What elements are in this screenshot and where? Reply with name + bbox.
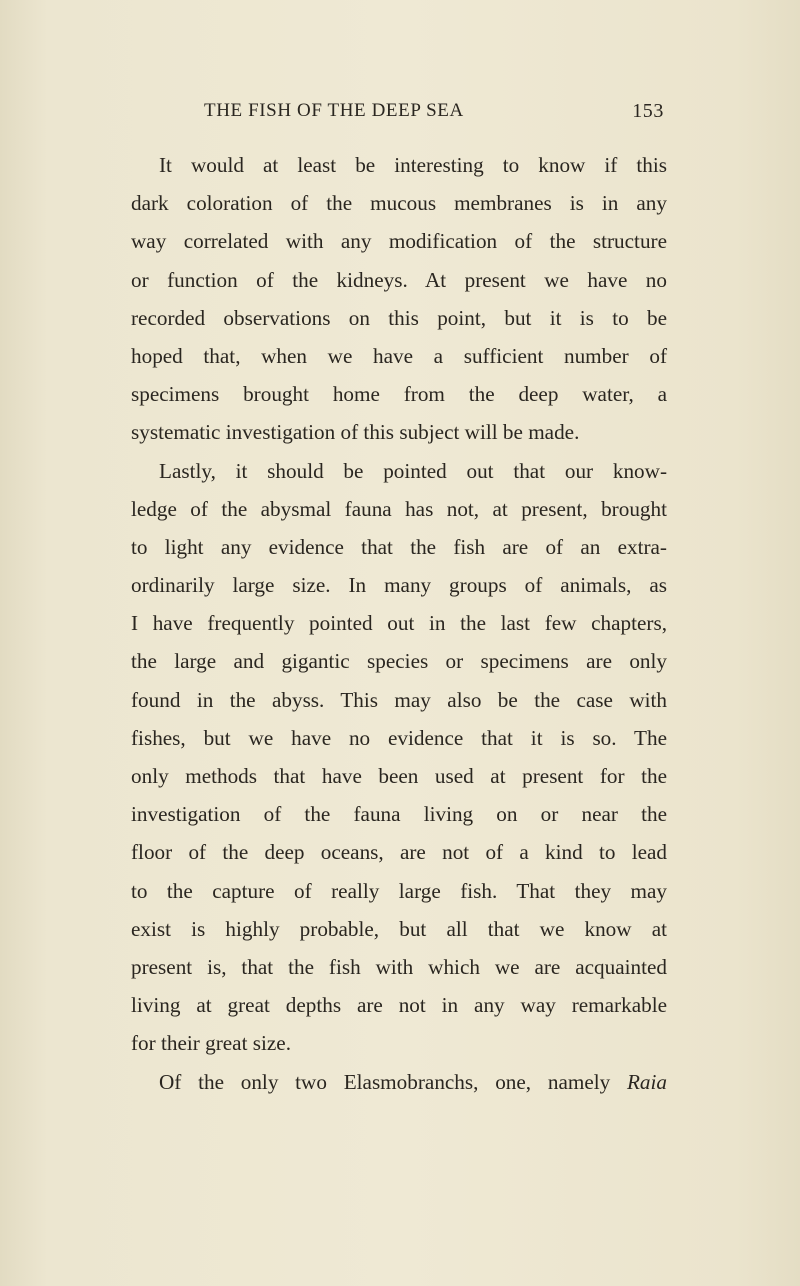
text-line: present is, that the fish with which we are acquainted bbox=[131, 954, 667, 979]
final-line-text: Of the only two Elasmobranchs, one, namely bbox=[159, 1069, 611, 1094]
text-line: specimens brought home from the deep water, a bbox=[131, 382, 667, 407]
text-line: or function of the kidneys. At present we have no bbox=[131, 267, 667, 292]
page-number: 153 bbox=[632, 100, 664, 122]
running-head bbox=[204, 100, 664, 130]
text-line: It would at least be interesting to know if this bbox=[159, 153, 667, 177]
text-line: hoped that, when we have a sufficient number of bbox=[131, 343, 667, 368]
text-line: to the capture of really large fish. That they may bbox=[131, 878, 667, 903]
text-line: ledge of the abysmal fauna has not, at present, brought bbox=[131, 496, 667, 521]
text-line: systematic investigation of this subject will be made. bbox=[131, 420, 580, 445]
text-line: I have frequently pointed out in the last few chapters, bbox=[131, 611, 667, 636]
text-line: for their great size. bbox=[131, 1031, 292, 1056]
chapter-title: THE FISH OF THE DEEP SEA bbox=[204, 100, 464, 121]
text-line: dark coloration of the mucous membranes is in any bbox=[131, 191, 667, 216]
text-line: way correlated with any modification of the structure bbox=[131, 229, 667, 254]
text-line: to light any evidence that the fish are of an extra- bbox=[131, 534, 667, 559]
text-line: recorded observations on this point, but it is to be bbox=[131, 305, 667, 330]
text-line: only methods that have been used at present for the bbox=[131, 764, 667, 788]
italic-genus-name: Raia bbox=[626, 1069, 668, 1094]
text-line: investigation of the fauna living on or near the bbox=[131, 802, 667, 827]
body-text bbox=[131, 146, 667, 1101]
text-line: living at great depths are not in any way remarkable bbox=[131, 993, 667, 1018]
text-line: the large and gigantic species or specimens are only bbox=[131, 649, 667, 674]
text-line-final bbox=[131, 1063, 667, 1101]
text-line: fishes, but we have no evidence that it is so. The bbox=[131, 725, 667, 750]
text-line: found in the abyss. This may also be the case with bbox=[131, 687, 667, 712]
text-line: ordinarily large size. In many groups of animals, as bbox=[131, 573, 667, 598]
text-line: Lastly, it should be pointed out that our know- bbox=[159, 458, 667, 483]
text-line: exist is highly probable, but all that we know at bbox=[131, 916, 667, 941]
text-line: floor of the deep oceans, are not of a kind to lead bbox=[131, 840, 667, 865]
